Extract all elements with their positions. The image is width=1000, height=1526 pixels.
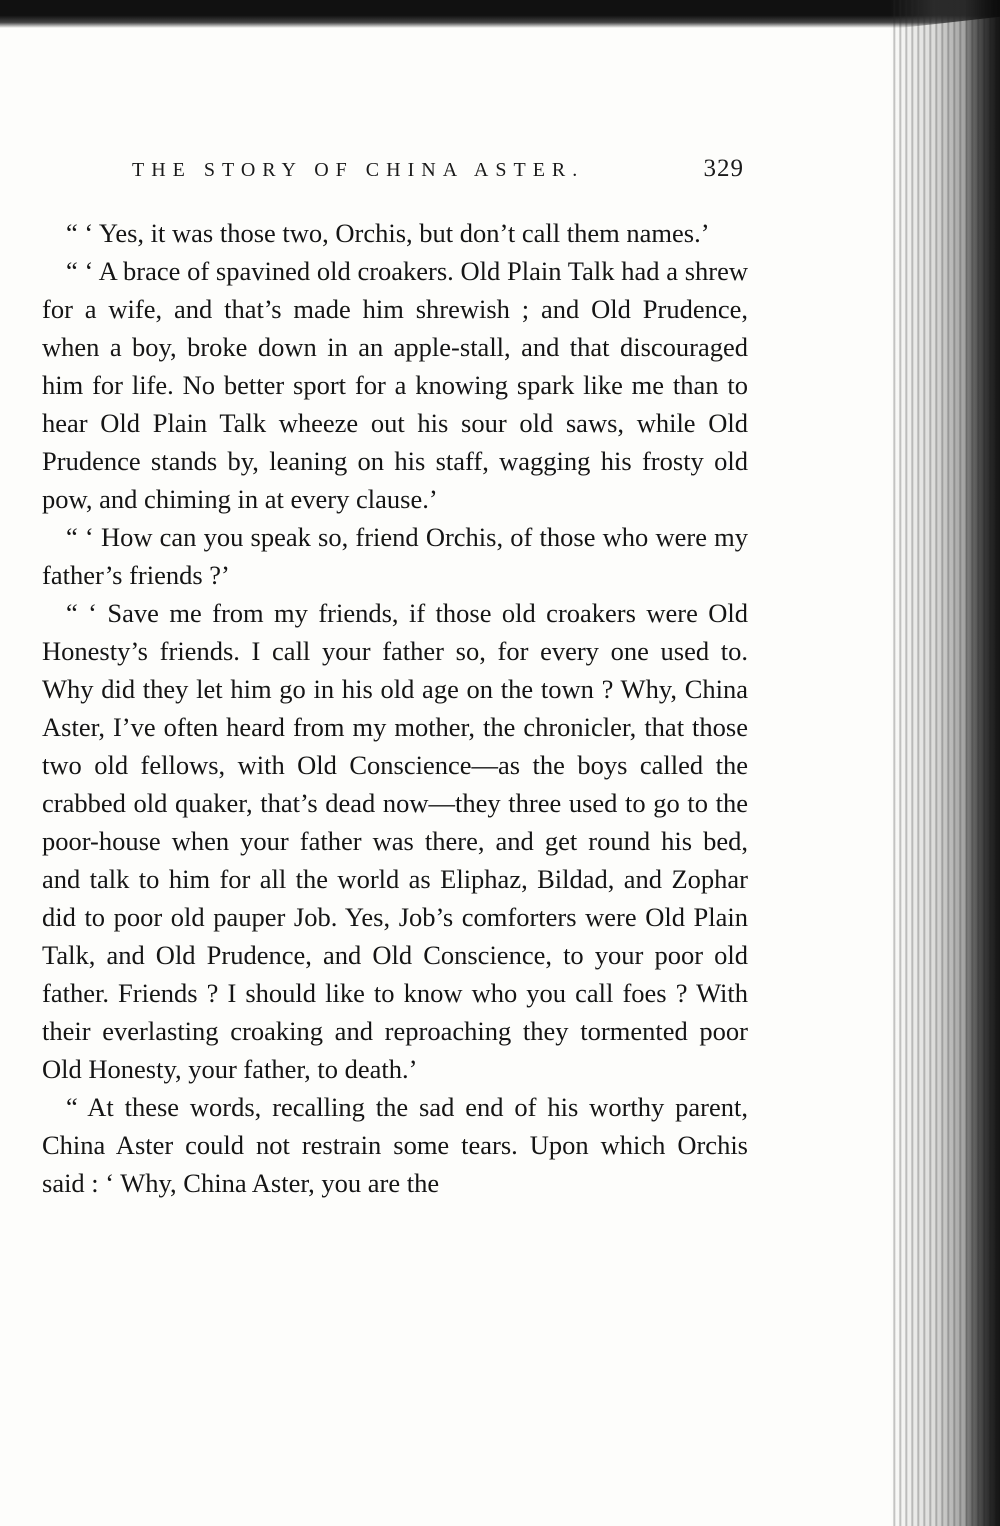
paragraph: “ ‘ Yes, it was those two, Orchis, but don’t call them names.’ — [66, 218, 710, 248]
body-text — [42, 214, 748, 1202]
paragraph: “ ‘ How can you speak so, friend Orchis, of those who were my father’s friends ?’ — [42, 522, 748, 590]
paragraph: “ At these words, recalling the sad end of his worthy parent, China Aster could not restrain some tears. Upon which Orchis said : ‘ Why, China Aster, you are the — [42, 1092, 748, 1198]
scan-top-edge — [0, 0, 1000, 28]
running-title: THE STORY OF CHINA ASTER. — [132, 159, 585, 181]
running-head — [132, 155, 744, 189]
page-binding-edge — [966, 0, 1000, 1526]
paragraph: “ ‘ A brace of spavined old croakers. Old Plain Talk had a shrew for a wife, and that’s made him shrewish ; and Old Prudence, when a boy, broke down in an apple-stall, and that discouraged him for life. No better sport for a knowing spark like me than to hear Old Plain Talk wheeze out his sour old saws, while Old Prudence stands by, leaning on his staff, wagging his frosty old pow, and chiming in at every clause.’ — [42, 256, 748, 514]
page-number: 329 — [703, 155, 744, 182]
paragraph: “ ‘ Save me from my friends, if those old croakers were Old Honesty’s friends. I call your father so, for every one used to. Why did they let him go in his old age on the town ? Why, China Aster, I’ve often heard from my mother, the chronicler, that those two old fellows, with Old Conscience—as the boys called the crabbed old quaker, that’s dead now—they three used to go to the poor-house when your father was there, and get round his bed, and talk to him for all the world as Eliphaz, Bildad, and Zophar did to poor old pauper Job. Yes, Job’s comforters were Old Plain Talk, and Old Prudence, and Old Conscience, to your poor old father. Friends ? I should like to know who you call foes ? With their everlasting croaking and reproaching they tormented poor Old Honesty, your father, to death.’ — [42, 598, 748, 1084]
